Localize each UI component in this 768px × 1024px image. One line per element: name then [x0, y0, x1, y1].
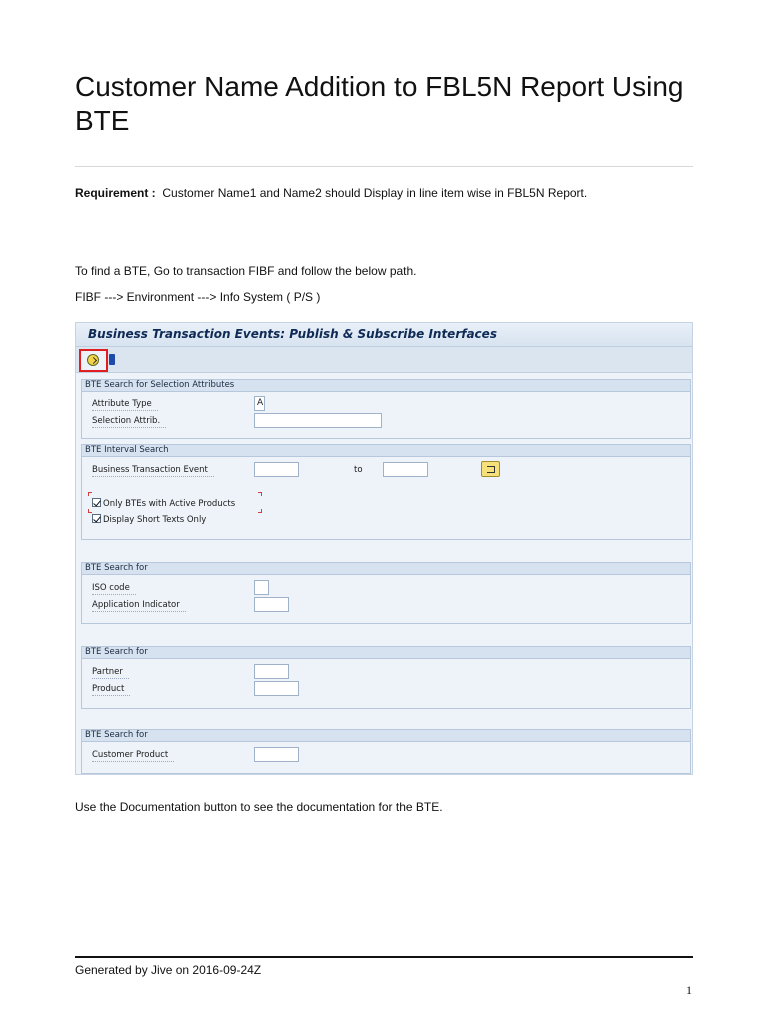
bte-to-field[interactable]: [383, 462, 428, 477]
attribute-type-field[interactable]: A: [254, 396, 265, 411]
customer-product-field[interactable]: [254, 747, 299, 762]
group-header: [82, 730, 690, 742]
requirement-text: Customer Name1 and Name2 should Display in line item wise in FBL5N Report.: [162, 186, 588, 200]
group-header-text: BTE Search for: [85, 647, 148, 657]
bte-label: Business Transaction Event: [92, 464, 214, 477]
product-field[interactable]: [254, 681, 299, 696]
group-header-text: BTE Search for: [85, 730, 148, 740]
sap-toolbar: [76, 347, 692, 373]
bracket-top-left: [88, 492, 92, 496]
execute-button[interactable]: [79, 349, 108, 372]
requirement-label: Requirement :: [75, 186, 156, 200]
checkbox-checked-icon: [92, 498, 101, 507]
sap-window-title: Business Transaction Events: Publish & Subscribe Interfaces: [88, 327, 497, 341]
only-active-label: Only BTEs with Active Products: [103, 499, 236, 509]
group-selection-attributes: [81, 379, 691, 439]
to-label: to: [354, 465, 363, 475]
group-header-text: BTE Search for: [85, 563, 148, 573]
group-header-text: BTE Interval Search: [85, 445, 169, 455]
menu-path-paragraph: FIBF ---> Environment ---> Info System ( P/S ): [75, 290, 321, 304]
group-customer-search: [81, 729, 691, 774]
iso-code-field[interactable]: [254, 580, 269, 595]
group-header-text: BTE Search for Selection Attributes: [85, 380, 235, 390]
find-bte-paragraph: To find a BTE, Go to transaction FIBF and follow the below path.: [75, 264, 417, 278]
attribute-type-label: Attribute Type: [92, 398, 158, 411]
group-header: [82, 445, 690, 457]
short-texts-checkbox[interactable]: [92, 514, 206, 526]
bracket-top-right: [258, 492, 262, 496]
short-texts-label: Display Short Texts Only: [103, 515, 207, 525]
partner-field[interactable]: [254, 664, 289, 679]
only-active-checkbox[interactable]: [92, 498, 235, 510]
selection-attrib-label: Selection Attrib.: [92, 415, 166, 428]
group-header: [82, 647, 690, 659]
document-title: Customer Name Addition to FBL5N Report Using BTE: [75, 71, 684, 136]
footer-divider: [75, 956, 693, 958]
partner-label: Partner: [92, 666, 129, 679]
footer-text: Generated by Jive on 2016-09-24Z: [75, 963, 262, 977]
documentation-paragraph: Use the Documentation button to see the documentation for the BTE.: [75, 800, 443, 814]
group-header: [82, 563, 690, 575]
multiple-selection-button[interactable]: [481, 461, 500, 477]
group-partner-search: [81, 646, 691, 709]
group-interval-search: [81, 444, 691, 540]
application-indicator-field[interactable]: [254, 597, 289, 612]
customer-product-label: Customer Product: [92, 749, 174, 762]
selection-attrib-field[interactable]: [254, 413, 382, 428]
bracket-bottom-right: [258, 509, 262, 513]
checkbox-checked-icon: [92, 514, 101, 523]
title-divider: [75, 166, 693, 167]
execute-icon: [87, 354, 99, 366]
bte-from-field[interactable]: [254, 462, 299, 477]
page-number: 1: [686, 983, 692, 997]
information-icon[interactable]: [109, 354, 115, 365]
application-indicator-label: Application Indicator: [92, 599, 186, 612]
group-header: [82, 380, 690, 392]
sap-title-bar: [76, 323, 692, 347]
product-label: Product: [92, 683, 130, 696]
iso-code-label: ISO code: [92, 582, 136, 595]
requirement-paragraph: [75, 186, 587, 201]
sap-screenshot: [75, 322, 693, 775]
group-iso-search: [81, 562, 691, 624]
